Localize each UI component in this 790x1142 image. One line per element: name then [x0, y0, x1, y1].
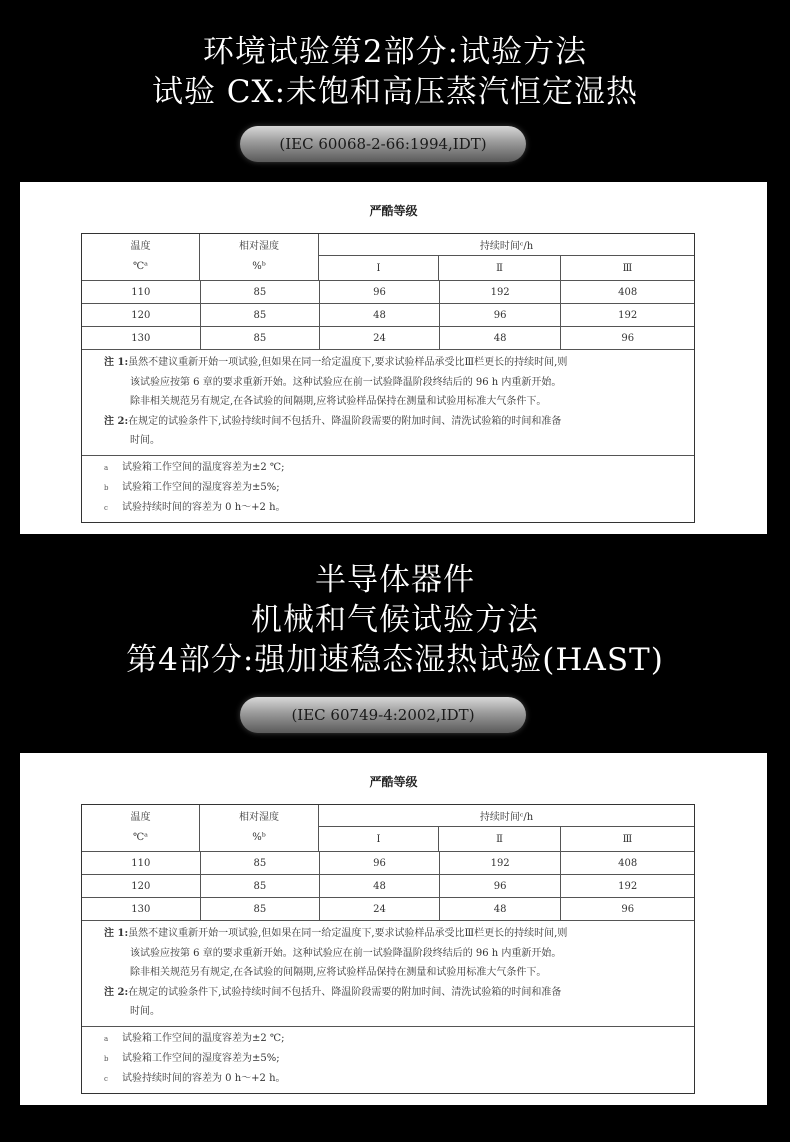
header-humidity-label: 相对湿度 — [239, 241, 279, 252]
cell-temperature: 120 — [82, 875, 201, 897]
footnote-text: 试验箱工作空间的湿度容差为±5%; — [122, 481, 280, 493]
footnote-text: 试验箱工作空间的温度容差为±2 ℃; — [122, 461, 285, 473]
header-temperature — [82, 234, 200, 280]
header-level-1: Ⅰ — [319, 827, 439, 851]
cell-level-1: 24 — [320, 327, 440, 349]
note-1-line-1 — [104, 924, 686, 944]
note-1-line-1 — [104, 353, 686, 373]
cell-level-3: 96 — [621, 332, 635, 344]
cell-level-3: 408 — [618, 286, 638, 298]
section2-title-line-1: 半导体器件 — [315, 562, 475, 598]
cell-humidity: 85 — [201, 875, 321, 897]
cell-level-1: 96 — [320, 281, 440, 303]
table-notes — [82, 921, 694, 1027]
table-row — [82, 304, 694, 327]
cell-level-1: 48 — [320, 875, 440, 897]
cell-humidity: 85 — [201, 304, 321, 326]
severity-table-panel-1 — [20, 182, 767, 534]
footnote-c — [104, 1069, 686, 1089]
cell-level-2: 96 — [440, 304, 562, 326]
cell-level-3: 96 — [621, 903, 635, 915]
footnote-mark: b — [104, 1054, 109, 1063]
note-1-text-3: 除非相关规范另有规定,在各试验的间隔期,应将试验样品保持在测量和试验用标准大气条件下。 — [130, 396, 547, 407]
cell-level-2: 48 — [440, 327, 562, 349]
header-duration: 持续时间ᶜ/h — [319, 234, 694, 256]
table-footnotes — [82, 1027, 694, 1093]
footnote-mark: c — [104, 1074, 108, 1083]
section1-title-line-1: 环境试验第2部分:试验方法 — [202, 34, 588, 70]
cell-temperature: 120 — [82, 304, 201, 326]
footnote-mark: a — [104, 463, 109, 472]
cell-humidity: 85 — [201, 281, 321, 303]
cell-level-2: 192 — [440, 281, 562, 303]
header-temperature-label: 温度 — [130, 812, 151, 823]
footnote-b — [104, 1049, 686, 1069]
note-1-label: 注 1: — [104, 357, 129, 368]
header-temperature-label: 温度 — [130, 241, 151, 252]
section1-title — [0, 32, 790, 112]
severity-table — [81, 233, 695, 523]
footnote-text: 试验箱工作空间的湿度容差为±5%; — [122, 1052, 280, 1064]
note-1-label: 注 1: — [104, 928, 129, 939]
section2-title-line-2: 机械和气候试验方法 — [251, 602, 539, 638]
note-2-line-1 — [104, 412, 686, 432]
header-humidity-label: 相对湿度 — [239, 812, 279, 823]
section1-standard-badge — [240, 126, 526, 162]
header-level-2: Ⅱ — [439, 256, 561, 280]
footnote-mark: b — [104, 483, 109, 492]
cell-level-1: 24 — [320, 898, 440, 920]
footnote-text: 试验持续时间的容差为 0 h～+2 h。 — [122, 501, 286, 513]
cell-level-3: 192 — [618, 880, 638, 892]
table-row — [82, 875, 694, 898]
table-notes — [82, 350, 694, 456]
cell-temperature: 130 — [82, 327, 201, 349]
cell-level-1: 48 — [320, 304, 440, 326]
header-temperature-unit: ℃ᵃ — [132, 832, 149, 843]
note-2-text-1: 在规定的试验条件下,试验持续时间不包括升、降温阶段需要的附加时间、清洗试验箱的时间和准备 — [128, 986, 562, 998]
footnote-b — [104, 478, 686, 498]
table-footnotes — [82, 456, 694, 522]
header-duration-group — [319, 805, 694, 851]
footnote-a — [104, 458, 686, 478]
note-1-text-1: 虽然不建议重新开始一项试验,但如果在同一给定温度下,要求试验样品承受比Ⅲ栏更长的持续时间,则 — [128, 928, 568, 939]
header-humidity — [200, 234, 319, 280]
note-2-line-1 — [104, 983, 686, 1003]
header-duration: 持续时间ᶜ/h — [319, 805, 694, 827]
footnote-c — [104, 498, 686, 518]
header-level-3: Ⅲ — [622, 833, 633, 845]
section2-title — [0, 560, 790, 680]
cell-level-2: 96 — [440, 875, 562, 897]
cell-level-3: 408 — [618, 857, 638, 869]
note-1-text-2: 该试验应按第 6 章的要求重新开始。这种试验应在前一试验降温阶段终结后的 96 h 内重新开始。 — [130, 376, 562, 388]
note-1-text-3: 除非相关规范另有规定,在各试验的间隔期,应将试验样品保持在测量和试验用标准大气条件下。 — [130, 967, 547, 978]
severity-table — [81, 804, 695, 1094]
table-row — [82, 852, 694, 875]
section1-title-line-2: 试验 CX:未饱和高压蒸汽恒定湿热 — [151, 74, 639, 110]
header-humidity-unit: %ᵇ — [252, 261, 266, 272]
header-level-3: Ⅲ — [622, 262, 633, 274]
cell-level-2: 48 — [440, 898, 562, 920]
note-2-text-2: 时间。 — [130, 435, 160, 446]
footnote-a — [104, 1029, 686, 1049]
cell-humidity: 85 — [201, 852, 321, 874]
footnote-mark: a — [104, 1034, 109, 1043]
note-2-label: 注 2: — [104, 986, 129, 998]
header-temperature — [82, 805, 200, 851]
note-2-label: 注 2: — [104, 415, 129, 427]
footnote-mark: c — [104, 503, 108, 512]
header-humidity — [200, 805, 319, 851]
header-temperature-unit: ℃ᵃ — [132, 261, 149, 272]
table-header-row — [82, 805, 694, 852]
header-level-2: Ⅱ — [439, 827, 561, 851]
footnote-text: 试验持续时间的容差为 0 h～+2 h。 — [122, 1072, 286, 1084]
footnote-text: 试验箱工作空间的温度容差为±2 ℃; — [122, 1032, 285, 1044]
cell-level-3: 192 — [618, 309, 638, 321]
table-row — [82, 281, 694, 304]
note-2-text-2: 时间。 — [130, 1006, 160, 1017]
header-duration-group — [319, 234, 694, 280]
cell-temperature: 110 — [82, 852, 201, 874]
cell-humidity: 85 — [201, 898, 321, 920]
severity-table-panel-2 — [20, 753, 767, 1105]
note-1-text-2: 该试验应按第 6 章的要求重新开始。这种试验应在前一试验降温阶段终结后的 96 h 内重新开始。 — [130, 947, 562, 959]
section2-standard-badge — [240, 697, 526, 733]
cell-temperature: 130 — [82, 898, 201, 920]
header-level-1: Ⅰ — [319, 256, 439, 280]
note-2-text-1: 在规定的试验条件下,试验持续时间不包括升、降温阶段需要的附加时间、清洗试验箱的时间和准备 — [128, 415, 562, 427]
table-title: 严酷等级 — [369, 204, 418, 218]
section2-standard-text: (IEC 60749-4:2002,IDT) — [291, 706, 475, 724]
cell-level-1: 96 — [320, 852, 440, 874]
cell-temperature: 110 — [82, 281, 201, 303]
note-1-text-1: 虽然不建议重新开始一项试验,但如果在同一给定温度下,要求试验样品承受比Ⅲ栏更长的持续时间,则 — [128, 357, 568, 368]
section2-title-line-3: 第4部分:强加速稳态湿热试验(HAST) — [126, 642, 664, 678]
header-humidity-unit: %ᵇ — [252, 832, 266, 843]
cell-level-2: 192 — [440, 852, 562, 874]
cell-humidity: 85 — [201, 327, 321, 349]
table-row — [82, 898, 694, 921]
section1-standard-text: (IEC 60068-2-66:1994,IDT) — [279, 135, 487, 153]
table-title: 严酷等级 — [369, 775, 418, 789]
table-header-row — [82, 234, 694, 281]
table-row — [82, 327, 694, 350]
